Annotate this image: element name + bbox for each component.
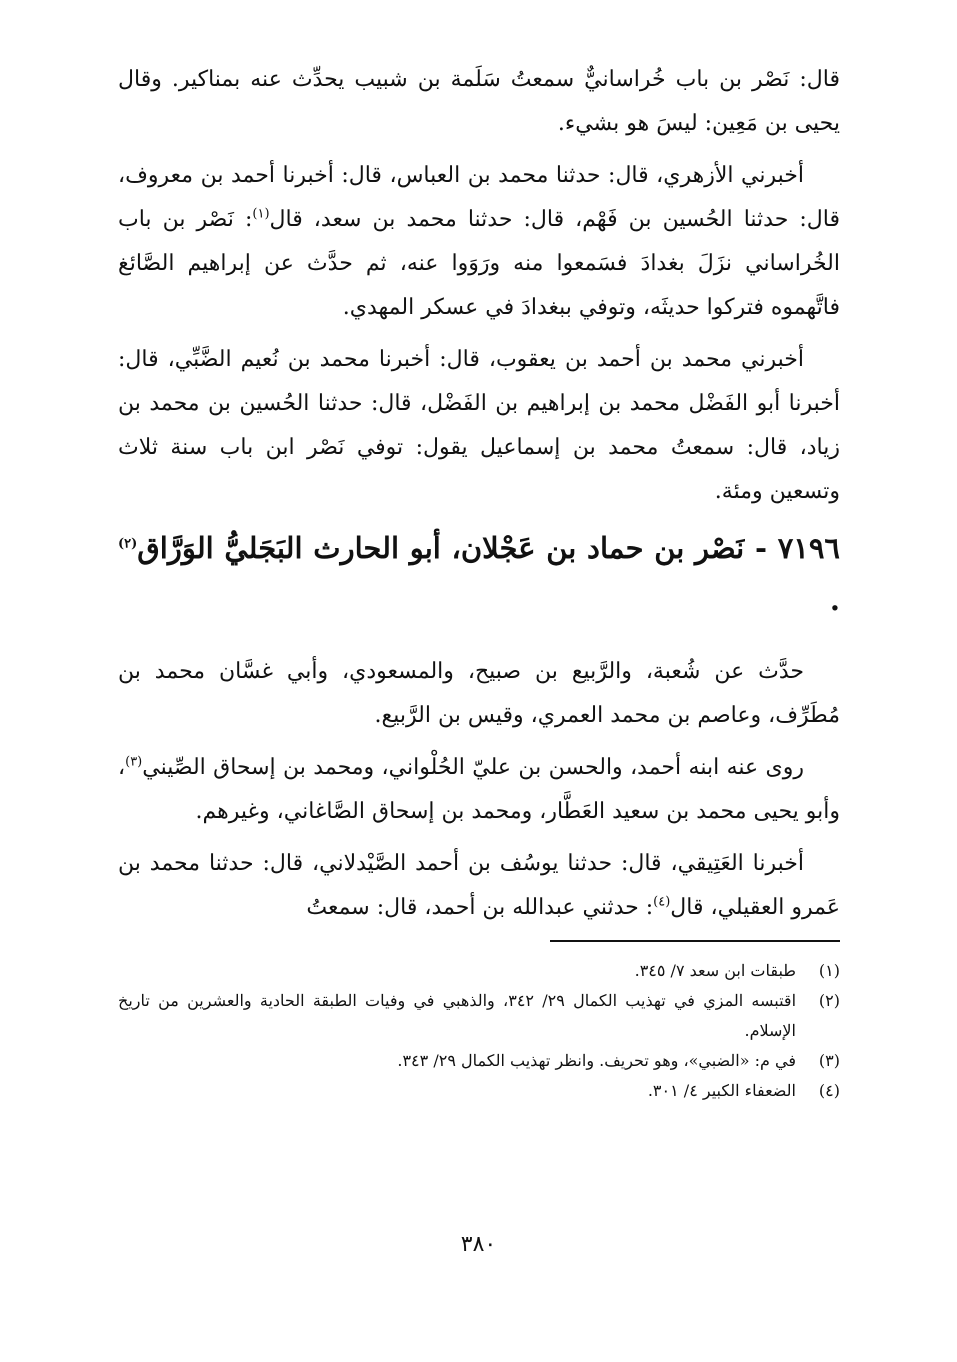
paragraph-text: حدَّث عن شُعبة، والرَّبيع بن صبيح، والمسعودي، وأبي غسَّان محمد بن مُطَرِّف، وعاصم بن محمد العمري، وقيس بن الرَّبيع. [118, 659, 840, 728]
footnote-number: (٤) [818, 1081, 840, 1100]
paragraph-text: روى عنه ابنه أحمد، والحسن بن عليّ الحُلْواني، ومحمد بن إسحاق الصِّيني [142, 755, 804, 780]
paragraph-text: : نَصْر بن باب الخُراساني نزَلَ بغدادَ فسَمعوا منه ورَوَوا عنه، ثم حدَّث عن إبراهيم الصَّائغ فاتَّهموه فتركوا حديثَه، وتوفي ببغدادَ في عسكر المهدي. [118, 207, 840, 320]
paragraph [118, 842, 840, 930]
paragraph-text: أخبرنا العَتِيقي، قال: حدثنا يوسُف بن أحمد الصَّيْدلاني، قال: حدثنا محمد بن عَمرو العقيلي، قال [118, 851, 840, 920]
paragraph-text: : حدثني عبدالله بن أحمد، قال: سمعتُ [306, 895, 654, 920]
footnote-ref: (١) [252, 206, 270, 222]
paragraph [118, 58, 840, 146]
paragraph-text: قال: نَصْر بن باب خُراسانيٌّ سمعتُ سَلَمة بن شبيب يحدِّث عنه بمناكير. وقال يحيى بن مَعِين: ليسَ هو بشيء. [118, 67, 840, 136]
footnote-text: في م: «الضبي»، وهو تحريف. وانظر تهذيب الكمال ٢٩/ ٣٤٣. [397, 1051, 796, 1070]
footnote [118, 1046, 840, 1076]
paragraph [118, 746, 840, 834]
paragraph-text: أخبرني محمد بن أحمد بن يعقوب، قال: أخبرنا محمد بن نُعيم الضَّبِّي، قال: أخبرنا أبو الفَضْل محمد بن إبراهيم بن الفَضْل، قال: حدثنا الحُسين بن محمد بن زياد، قال: سمعتُ محمد بن إسماعيل يقول: توفي نَصْر ابن باب سنة ثلاث وتسعين ومئة. [118, 347, 840, 504]
footnote-number: (١) [818, 961, 840, 980]
footnote-text: الضعفاء الكبير ٤/ ٣٠١. [647, 1081, 796, 1100]
entry-heading [118, 522, 840, 626]
page-content [118, 58, 840, 1106]
footnote [118, 986, 840, 1046]
footnote-text: طبقات ابن سعد ٧/ ٣٤٥. [634, 961, 796, 980]
footnote-number: (٣) [818, 1051, 840, 1070]
paragraph-text: أخبرني الأزهري، قال: حدثنا محمد بن العباس، قال: أخبرنا أحمد بن معروف، قال: حدثنا الحُسين بن فَهْم، قال: حدثنا محمد بن سعد، قال [118, 163, 840, 232]
footnote-ref: (٢) [118, 536, 138, 552]
footnote-number: (٢) [818, 991, 840, 1010]
entry-heading-text: ٧١٩٦ - نَصْر بن حماد بن عَجْلان، أبو الحارث البَجَليُّ الوَرَّاق [137, 531, 840, 565]
paragraph [118, 154, 840, 330]
paragraph [118, 338, 840, 514]
footnote [118, 1076, 840, 1106]
paragraph-text: ، وأبو يحيى محمد بن سعيد العَطَّار، ومحمد بن إسحاق الصَّاغاني، وغيرهم. [118, 755, 840, 824]
paragraph [118, 650, 840, 738]
footnote-ref: (٣) [125, 754, 143, 770]
footnote-divider [550, 940, 840, 942]
footnotes [118, 956, 840, 1106]
entry-heading-end: . [829, 583, 840, 617]
footnote-ref: (٤) [653, 894, 671, 910]
footnote-text: اقتبسه المزي في تهذيب الكمال ٢٩/ ٣٤٢، والذهبي في وفيات الطبقة الحادية والعشرين من تاريخ الإسلام. [118, 991, 797, 1040]
footnote [118, 956, 840, 986]
page-number: ٣٨٠ [460, 1232, 497, 1257]
